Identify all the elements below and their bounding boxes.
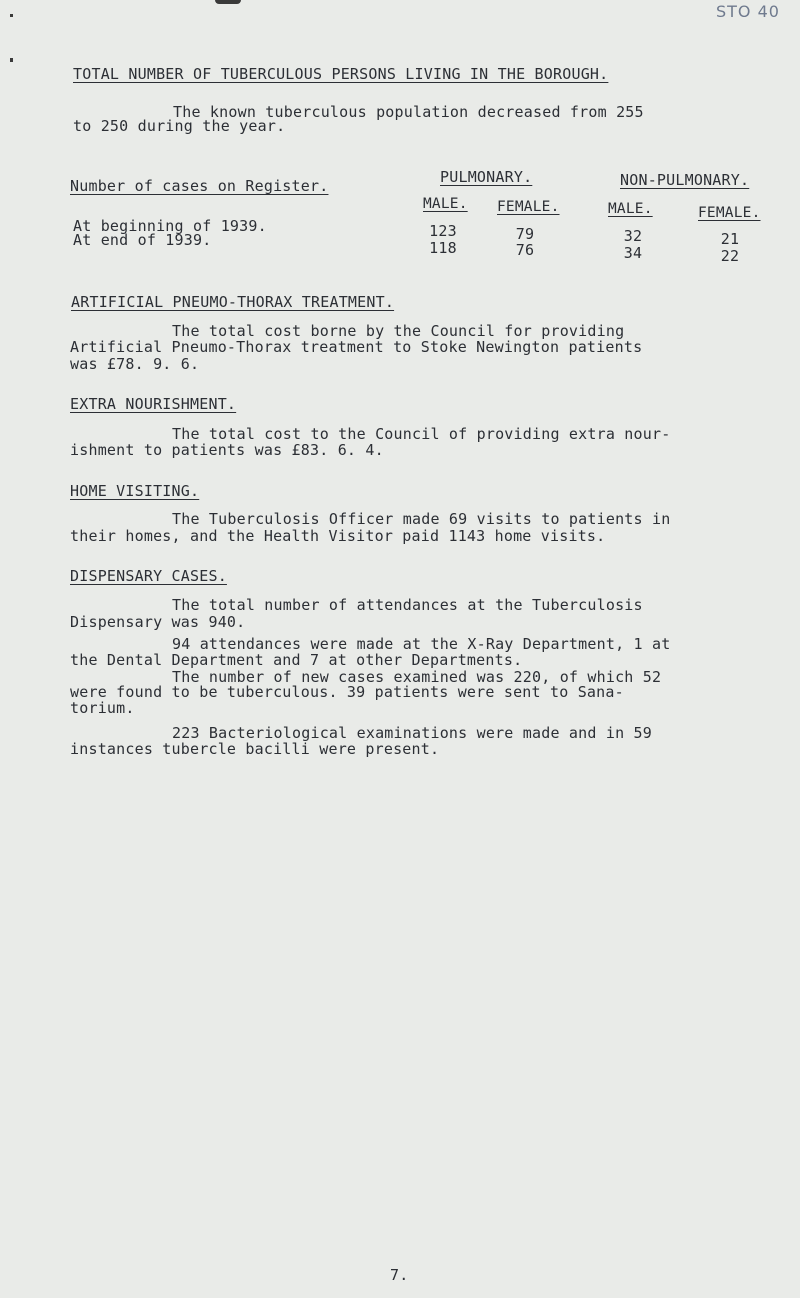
dispensary-line: The total number of attendances at the Tuberculosis (172, 596, 643, 614)
section-heading-dispensary: DISPENSARY CASES. (70, 567, 227, 585)
table-cell: 79 (515, 225, 535, 243)
section-heading-pneumo: ARTIFICIAL PNEUMO-THORAX TREATMENT. (71, 293, 395, 311)
dispensary-line: 94 attendances were made at the X-Ray Department, 1 at (172, 635, 671, 653)
sub-header-female: FEMALE. (698, 205, 761, 221)
pneumo-line: was £78. 9. 6. (70, 355, 200, 373)
scan-dot (10, 58, 13, 62)
scan-dot (10, 14, 13, 17)
dispensary-line: instances tubercle bacilli were present. (70, 740, 440, 758)
home-visiting-line: their homes, and the Health Visitor paid 1143 home visits. (70, 527, 606, 545)
group-header-pulmonary: PULMONARY. (440, 168, 533, 186)
table-cell: 21 (720, 230, 740, 248)
corner-note: STO 40 (716, 2, 780, 21)
home-visiting-line: The Tuberculosis Officer made 69 visits to patients in (172, 510, 671, 528)
section-heading-nourishment: EXTRA NOURISHMENT. (70, 395, 237, 413)
nourishment-line: ishment to patients was £83. 6. 4. (70, 441, 384, 459)
dispensary-line: the Dental Department and 7 at other Departments. (70, 651, 523, 669)
dispensary-line: were found to be tuberculous. 39 patients were sent to Sana- (70, 683, 624, 701)
scan-mark (215, 0, 241, 4)
pneumo-line: Artificial Pneumo-Thorax treatment to Stoke Newington patients (70, 338, 643, 356)
intro-line-2: to 250 during the year. (73, 117, 286, 135)
page-number: 7. (390, 1266, 409, 1284)
dispensary-line: 223 Bacteriological examinations were made and in 59 (172, 724, 652, 742)
dispensary-line: torium. (70, 699, 135, 717)
row-label: At beginning of 1939. (73, 217, 267, 235)
dispensary-line: The number of new cases examined was 220, of which 52 (172, 668, 662, 686)
sub-header-male: MALE. (608, 201, 653, 217)
table-cell: 34 (623, 244, 643, 262)
row-label: At end of 1939. (73, 231, 212, 249)
table-cell: 123 (429, 222, 457, 240)
sub-header-male: MALE. (423, 196, 468, 212)
table-cell: 118 (429, 239, 457, 257)
group-header-non-pulmonary: NON-PULMONARY. (620, 171, 750, 189)
table-cell: 76 (515, 241, 535, 259)
register-label: Number of cases on Register. (70, 177, 329, 195)
section-heading-home-visiting: HOME VISITING. (70, 482, 200, 500)
intro-line-1: The known tuberculous population decreased from 255 (173, 103, 644, 121)
page-title: TOTAL NUMBER OF TUBERCULOUS PERSONS LIVING IN THE BOROUGH. (73, 65, 609, 83)
dispensary-line: Dispensary was 940. (70, 613, 246, 631)
nourishment-line: The total cost to the Council of providing extra nour- (172, 425, 671, 443)
table-cell: 22 (720, 247, 740, 265)
table-cell: 32 (623, 227, 643, 245)
pneumo-line: The total cost borne by the Council for providing (172, 322, 625, 340)
sub-header-female: FEMALE. (497, 199, 560, 215)
